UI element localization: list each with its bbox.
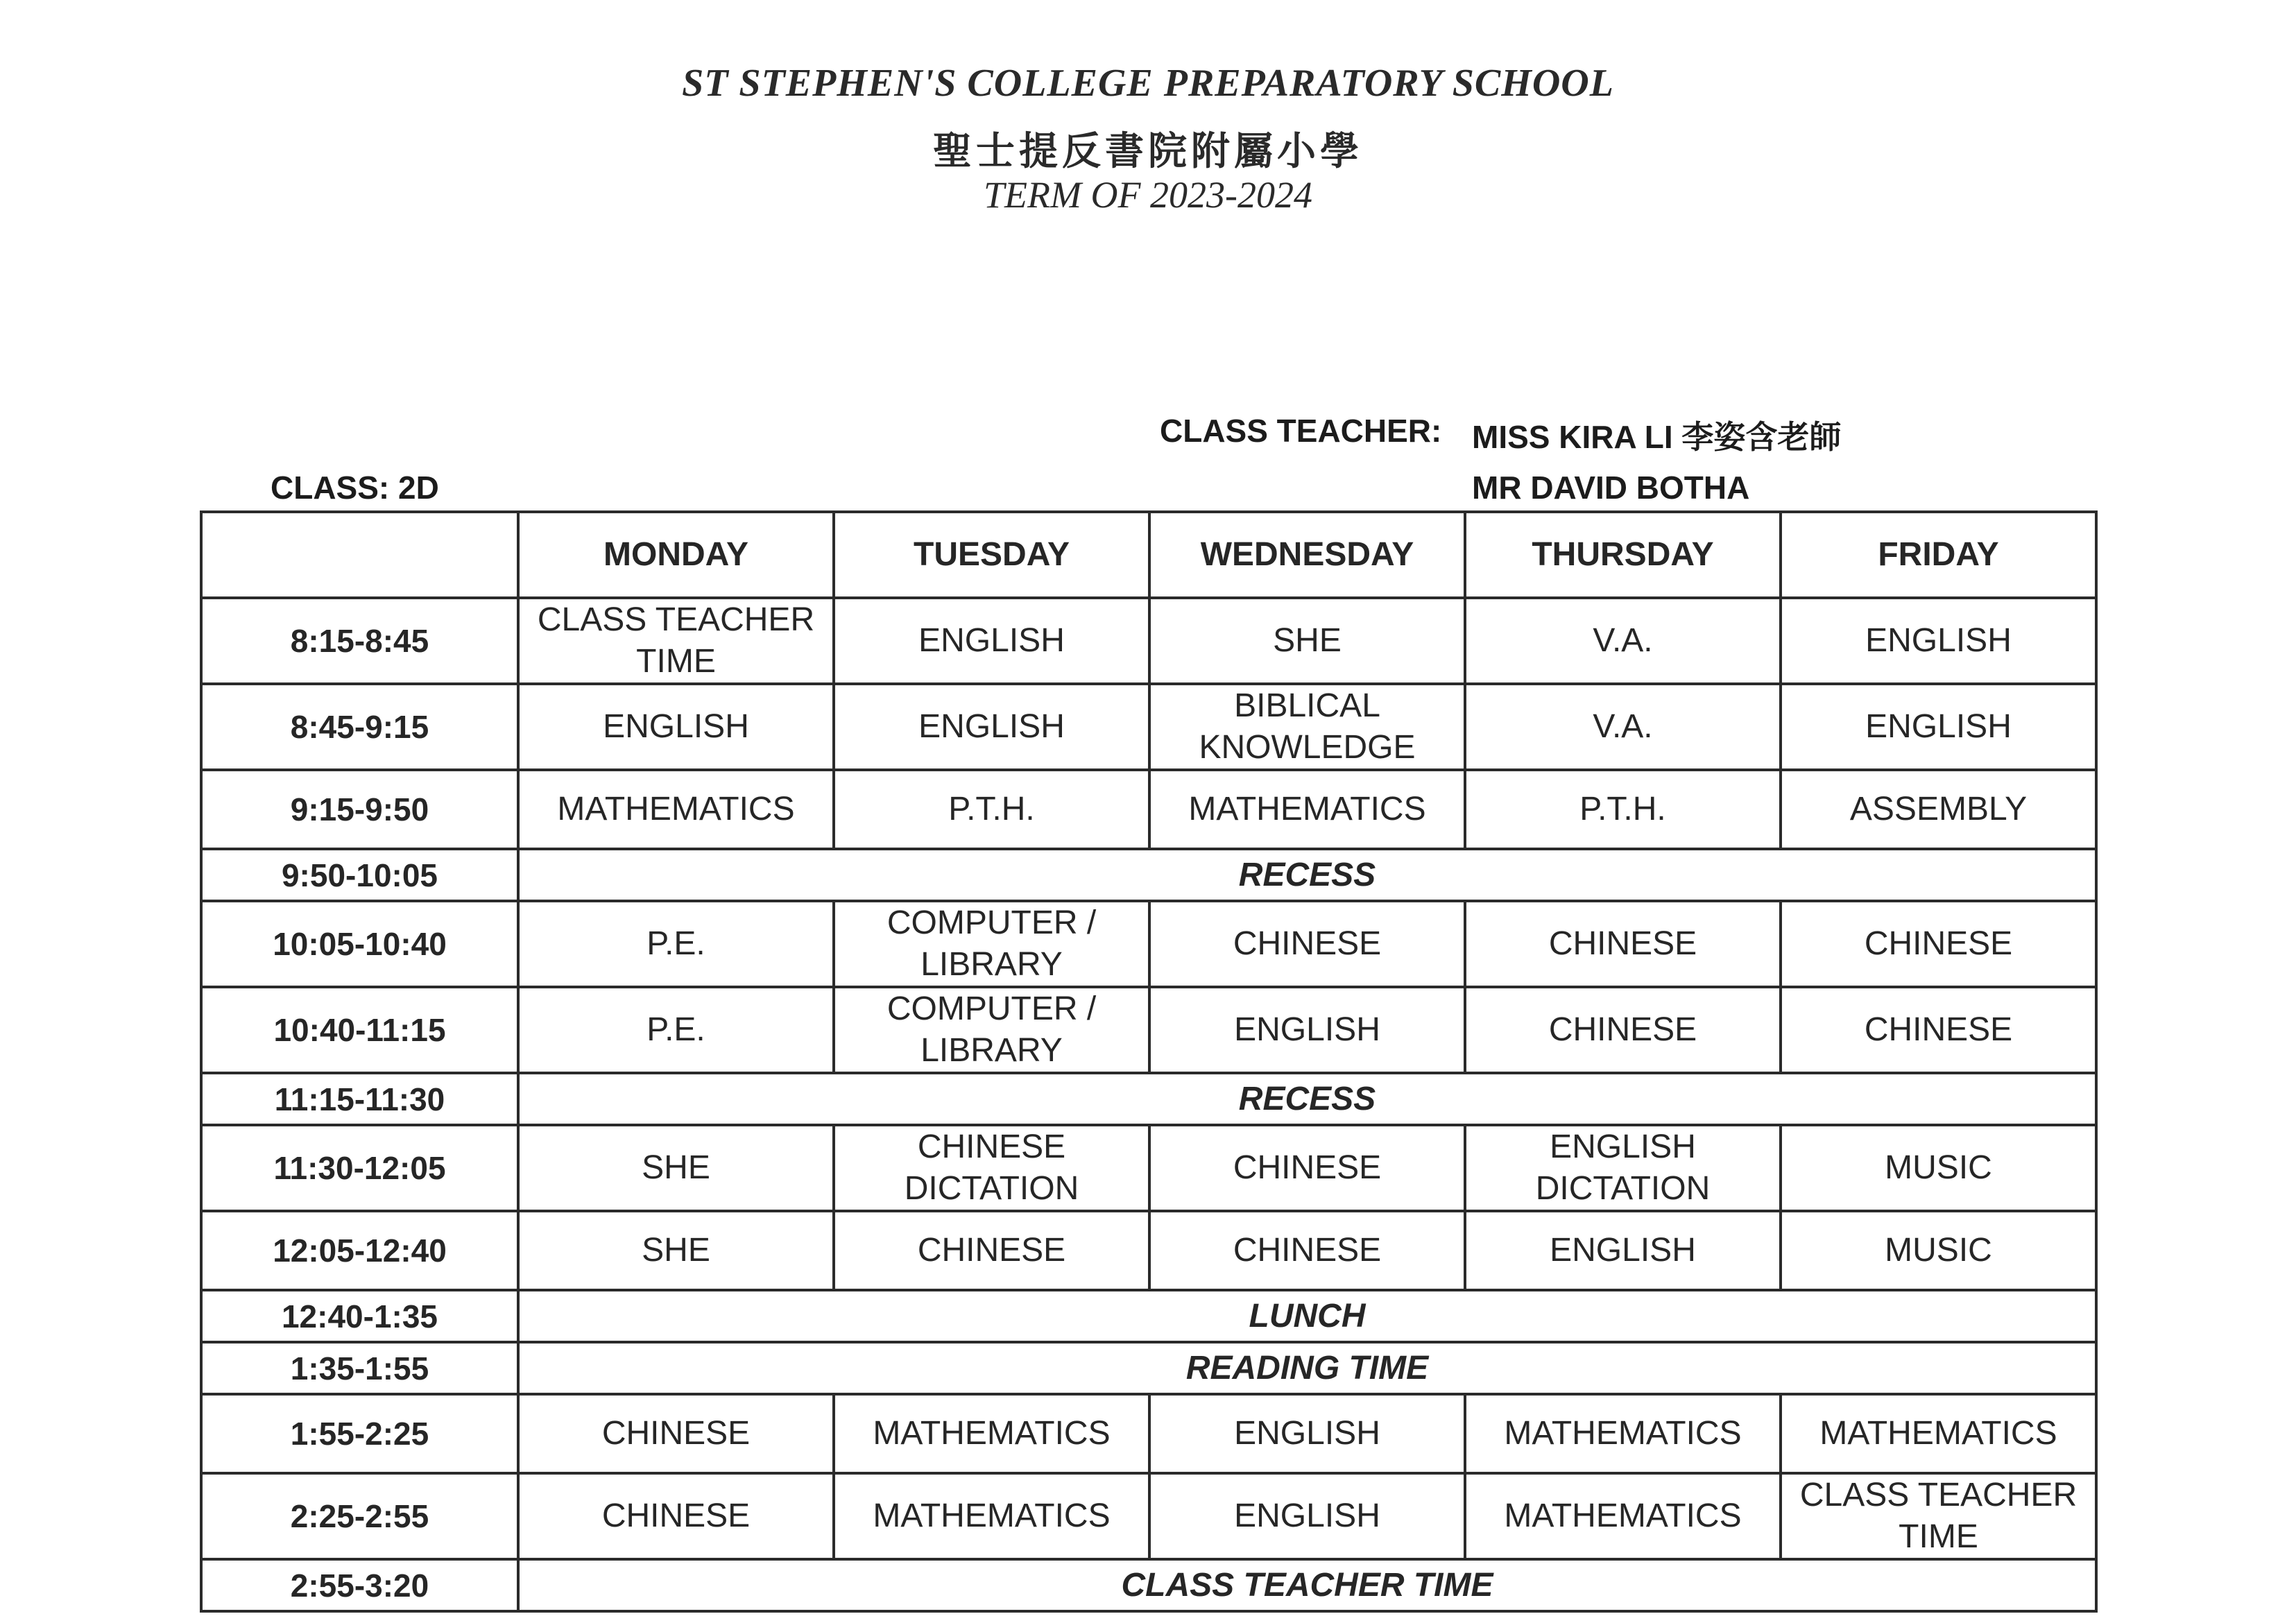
day-header: FRIDAY	[1781, 512, 2096, 598]
lesson-cell: MATHEMATICS	[1465, 1394, 1781, 1473]
lesson-cell: SHE	[518, 1125, 834, 1211]
time-slot: 2:25-2:55	[201, 1473, 518, 1559]
break-row	[201, 1073, 2096, 1125]
break-label: READING TIME	[518, 1342, 2096, 1394]
lesson-cell: ENGLISH	[1149, 1473, 1465, 1559]
time-slot: 10:40-11:15	[201, 987, 518, 1073]
lesson-row	[201, 770, 2096, 849]
time-slot: 12:05-12:40	[201, 1211, 518, 1290]
time-slot: 8:45-9:15	[201, 684, 518, 770]
lesson-cell: ASSEMBLY	[1781, 770, 2096, 849]
lesson-cell: CHINESE	[834, 1211, 1149, 1290]
lesson-cell: CHINESE	[1781, 901, 2096, 987]
time-slot: 11:15-11:30	[201, 1073, 518, 1125]
lesson-cell: CHINESE	[1149, 1211, 1465, 1290]
lesson-cell: COMPUTER / LIBRARY	[834, 987, 1149, 1073]
lesson-cell: ENGLISH	[1781, 684, 2096, 770]
break-label: CLASS TEACHER TIME	[518, 1559, 2096, 1611]
lesson-row	[201, 1473, 2096, 1559]
lesson-cell: CHINESE	[1465, 901, 1781, 987]
lesson-cell: MATHEMATICS	[518, 770, 834, 849]
lesson-cell: CHINESE	[1149, 901, 1465, 987]
lesson-row	[201, 684, 2096, 770]
time-slot: 10:05-10:40	[201, 901, 518, 987]
break-label: RECESS	[518, 849, 2096, 901]
school-name: ST STEPHEN'S COLLEGE PREPARATORY SCHOOL	[682, 62, 1614, 105]
timetable-body	[201, 598, 2096, 1611]
time-slot: 1:35-1:55	[201, 1342, 518, 1394]
break-label: LUNCH	[518, 1290, 2096, 1342]
lesson-cell: SHE	[518, 1211, 834, 1290]
time-slot: 1:55-2:25	[201, 1394, 518, 1473]
lesson-cell: ENGLISH	[1465, 1211, 1781, 1290]
school-name-chinese: 聖士提反書院附屬小學	[933, 130, 1363, 173]
lesson-cell: ENGLISH	[1781, 598, 2096, 684]
time-slot: 2:55-3:20	[201, 1559, 518, 1611]
lesson-cell: V.A.	[1465, 598, 1781, 684]
lesson-cell: CHINESE	[1465, 987, 1781, 1073]
lesson-row	[201, 598, 2096, 684]
lesson-cell: ENGLISH	[834, 684, 1149, 770]
day-header: WEDNESDAY	[1149, 512, 1465, 598]
timetable-header-row	[201, 512, 2096, 598]
term-title: TERM OF 2023-2024	[984, 174, 1312, 216]
break-row	[201, 1290, 2096, 1342]
lesson-cell: MATHEMATICS	[1781, 1394, 2096, 1473]
lesson-cell: P.T.H.	[1465, 770, 1781, 849]
lesson-cell: MATHEMATICS	[1465, 1473, 1781, 1559]
lesson-cell: BIBLICAL KNOWLEDGE	[1149, 684, 1465, 770]
class-teacher-name: MR DAVID BOTHA	[1472, 470, 1750, 506]
class-teacher-name: MISS KIRA LI 李姿含老師	[1472, 419, 1842, 455]
lesson-cell: MATHEMATICS	[1149, 770, 1465, 849]
break-row	[201, 849, 2096, 901]
time-slot: 9:15-9:50	[201, 770, 518, 849]
lesson-row	[201, 1125, 2096, 1211]
time-slot: 12:40-1:35	[201, 1290, 518, 1342]
lesson-cell: ENGLISH	[1149, 987, 1465, 1073]
lesson-cell: CHINESE	[1149, 1125, 1465, 1211]
break-row	[201, 1342, 2096, 1394]
lesson-cell: MUSIC	[1781, 1125, 2096, 1211]
lesson-cell: CHINESE	[1781, 987, 2096, 1073]
lesson-cell: SHE	[1149, 598, 1465, 684]
lesson-cell: V.A.	[1465, 684, 1781, 770]
lesson-cell: CLASS TEACHER TIME	[1781, 1473, 2096, 1559]
lesson-row	[201, 987, 2096, 1073]
lesson-cell: P.T.H.	[834, 770, 1149, 849]
lesson-cell: CHINESE DICTATION	[834, 1125, 1149, 1211]
class-label: CLASS: 2D	[271, 470, 439, 506]
lesson-cell: CLASS TEACHER TIME	[518, 598, 834, 684]
lesson-cell: MUSIC	[1781, 1211, 2096, 1290]
lesson-cell: MATHEMATICS	[834, 1394, 1149, 1473]
lesson-cell: P.E.	[518, 987, 834, 1073]
lesson-cell: MATHEMATICS	[834, 1473, 1149, 1559]
time-slot: 8:15-8:45	[201, 598, 518, 684]
break-row	[201, 1559, 2096, 1611]
lesson-row	[201, 1211, 2096, 1290]
time-slot: 11:30-12:05	[201, 1125, 518, 1211]
day-header: MONDAY	[518, 512, 834, 598]
corner-cell	[201, 512, 518, 598]
day-header: TUESDAY	[834, 512, 1149, 598]
day-header: THURSDAY	[1465, 512, 1781, 598]
class-teacher-label: CLASS TEACHER:	[1160, 413, 1442, 449]
lesson-row	[201, 1394, 2096, 1473]
lesson-cell: CHINESE	[518, 1473, 834, 1559]
lesson-cell: ENGLISH	[834, 598, 1149, 684]
lesson-cell: CHINESE	[518, 1394, 834, 1473]
timetable	[200, 510, 2098, 1613]
lesson-cell: COMPUTER / LIBRARY	[834, 901, 1149, 987]
lesson-cell: ENGLISH	[518, 684, 834, 770]
lesson-cell: P.E.	[518, 901, 834, 987]
time-slot: 9:50-10:05	[201, 849, 518, 901]
lesson-cell: ENGLISH	[1149, 1394, 1465, 1473]
lesson-row	[201, 901, 2096, 987]
lesson-cell: ENGLISH DICTATION	[1465, 1125, 1781, 1211]
break-label: RECESS	[518, 1073, 2096, 1125]
